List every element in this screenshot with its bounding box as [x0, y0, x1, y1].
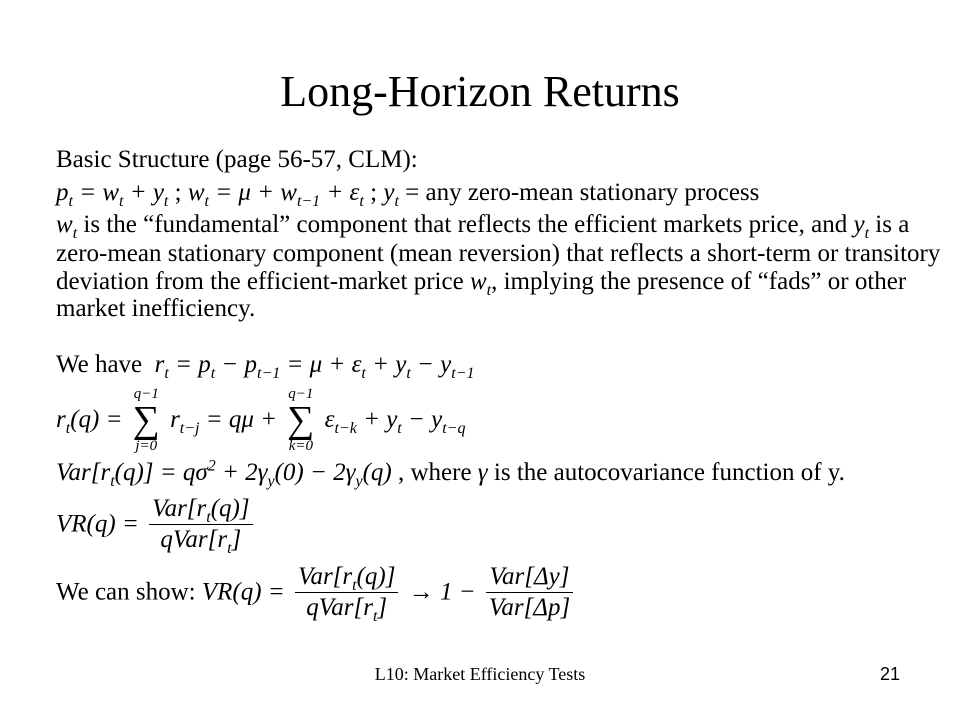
footer-title: L10: Market Efficiency Tests [374, 664, 586, 684]
variance-equation: $Var[r_t(q)] = q\sigma^2 + 2\gamma_y(0) - 2\gamma_y(q)$ , where γ is the autocovariance function of y. [56, 457, 845, 490]
is-a-text: is a [875, 211, 910, 238]
model-equations: $p_t = w_t + y_t$ ; $w_t = \mu + w_{t-1} + \varepsilon_t$ ; $y_t$ = any zero-mean stationary process [56, 179, 760, 210]
multi-period-return-equation: $r_t(q)$ = q−1 ∑ j=0 $r_{t-j} = q\mu$ + q−1 ∑ k=0 $\varepsilon_{t-k} + y_t - y_{t-q}$ [56, 386, 466, 454]
sum-operator-1: q−1 ∑ j=0 [132, 386, 160, 454]
y-symbol: $y_t$ [383, 179, 399, 210]
description-line-3: deviation from the efficient-market price $w_t$, implying the presence of “fads” or other [56, 268, 907, 299]
we-have-text: We have [56, 351, 143, 378]
basic-structure-text: Basic Structure (page 56-57, CLM): [56, 146, 418, 173]
any-process-text: = any zero-mean stationary process [405, 179, 760, 206]
w-description: is the “fundamental” component that reflects the efficient markets price, and [83, 211, 848, 238]
sum-operator-2: q−1 ∑ k=0 [287, 386, 315, 454]
slide-title: Long-Horizon Returns [280, 67, 680, 116]
price-equation: $p_t = w_t + y_t$ [56, 179, 169, 210]
description-line-2: zero-mean stationary component (mean reversion) that reflects a short-term or transitory [56, 240, 941, 267]
variance-ratio-fraction: $\frac{Var[r_t(q)]}{qVar[r_t]}$ [149, 494, 253, 555]
variance-ratio-limit: We can show: VR(q) = $\frac{Var[r_t(q)]}{qVar[r_t]}$ → 1 − $\frac{\text{Var[Δy]}}{\text{Var[Δp]}}$ [56, 562, 577, 623]
variance-ratio-definition: VR(q) = $\frac{Var[r_t(q)]}{qVar[r_t]}$ [56, 494, 257, 555]
return-equation: We have $r_t = p_t - p_{t-1} = \mu + \varepsilon_t + y_t - y_{t-1}$ [56, 351, 475, 382]
description-line-4: market inefficiency. [56, 295, 256, 322]
page-number: 21 [880, 664, 901, 684]
fundamental-equation: $w_t = \mu + w_{t-1} + \varepsilon_t$ [187, 179, 364, 210]
basic-structure-heading [56, 145, 418, 175]
we-can-show-text: We can show: [56, 578, 196, 606]
description-line-1: $w_t$ is the “fundamental” component that reflects the efficient markets price, and $y_t$ is a [56, 211, 910, 242]
